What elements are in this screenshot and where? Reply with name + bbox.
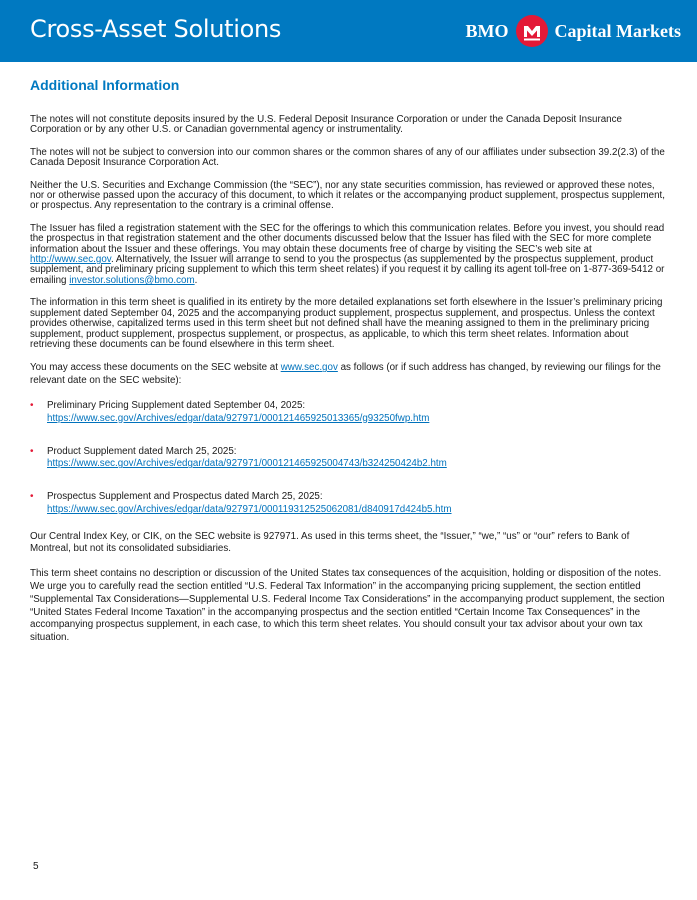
bullet-icon: • — [30, 491, 34, 503]
header-bar — [0, 0, 697, 62]
bmo-roundel-icon — [515, 14, 549, 48]
page-number: 5 — [33, 861, 39, 872]
list-item-prospectus-supplement — [30, 491, 666, 517]
sec-gov-link[interactable]: www.sec.gov — [280, 362, 338, 374]
brand-name-bmo: BMO — [465, 20, 509, 41]
document-link[interactable]: https://www.sec.gov/Archives/edgar/data/927971/000121465925013365/g93250fwp.htm — [47, 412, 430, 424]
email-link[interactable]: investor.solutions@bmo.com — [69, 274, 195, 286]
document-label: Preliminary Pricing Supplement dated September 04, 2025: — [47, 399, 306, 411]
access-text-2: as follows (or if such address has changed, by reviewing our filings for the relevant date on the SEC website): — [30, 362, 661, 387]
header-title: Cross-Asset Solutions — [30, 15, 282, 43]
bullet-icon: • — [30, 399, 34, 411]
brand-name-capital-markets: Capital Markets — [554, 20, 681, 41]
document-link[interactable]: https://www.sec.gov/Archives/edgar/data/927971/000119312525062081/d840917d424b5.htm — [47, 503, 452, 515]
paragraph-registration — [30, 224, 666, 286]
paragraph-qualification: The information in this term sheet is qualified in its entirety by the more detailed explanations set forth elsewhere in the Issuer’s preliminary pricing supplement dated September 04, 2025 and the accompanying product supplement, prospectus supplement, and prospectus. Unless the context provides otherwise, capitalized terms used in this term sheet but not defined shall have the meaning assigned to them in the preliminary pricing supplement, product supplement, prospectus supplement, or prospectus, as applicable, to which this term sheet relates. Information about retrieving these documents can be found elsewhere in this term sheet. — [30, 297, 663, 350]
brand-logo — [466, 14, 681, 48]
paragraph-tax: This term sheet contains no description or discussion of the United States tax consequences of the acquisition, holding or disposition of the notes. We urge you to carefully read the section entitled “U.S. Federal Tax Information” in the accompanying pricing supplement, the section entitled “Supplemental Tax Considerations—Supplemental U.S. Federal Income Tax Considerations” in the accompanying product supplement, the section “United States Federal Income Taxation” in the accompanying prospectus and the section entitled “Certain Income Tax Consequences” in the accompanying prospectus supplement, in each case, to which this term sheet relates. You should consult your tax advisor about your own tax situation. — [30, 568, 665, 644]
paragraph-conversion: The notes will not be subject to conversion into our common shares or the common shares of any of our affiliates under subsection 39.2(2.3) of the Canada Deposit Insurance Corporation Act. — [30, 146, 665, 169]
paragraph-fdic: The notes will not constitute deposits insured by the U.S. Federal Deposit Insurance Corporation or under the Canada Deposit Insurance Corporation or by any other U.S. or Canadian governmental agency or instrumentality. — [30, 114, 622, 136]
document-label: Prospectus Supplement and Prospectus dated March 25, 2025: — [47, 491, 323, 503]
document-label: Product Supplement dated March 25, 2025: — [47, 445, 237, 457]
main-content — [30, 77, 666, 657]
paragraph-cik: Our Central Index Key, or CIK, on the SEC website is 927971. As used in this terms sheet, the “Issuer,” “we,” “us” or “our” refers to Bank of Montreal, but not its consolidated subsidiaries. — [30, 530, 630, 555]
section-title: Additional Information — [30, 77, 180, 93]
paragraph-sec-approval: Neither the U.S. Securities and Exchange Commission (the “SEC”), nor any state securities commission, has reviewed or approved these notes, nor or otherwise passed upon the accuracy of this document, to which it relates or the accompanying product supplement, prospectus supplement, or prospectus. Any representation to the contrary is a criminal offense. — [30, 179, 665, 212]
list-item-product-supplement — [30, 446, 666, 472]
paragraph-access-documents — [30, 362, 666, 388]
sec-website-link[interactable]: http://www.sec.gov — [30, 254, 111, 266]
bullet-icon: • — [30, 445, 34, 457]
document-list — [30, 400, 666, 517]
list-item-preliminary-pricing-supplement — [30, 400, 666, 426]
registration-text-3: . — [194, 274, 198, 286]
document-link[interactable]: https://www.sec.gov/Archives/edgar/data/927971/000121465925004743/b324250424b2.htm — [47, 458, 447, 470]
registration-text-1: The Issuer has filed a registration statement with the SEC for the offerings to which this communication relates. Before you invest, you should read the prospectus in that registration statement and the other documents discussed below that the Issuer has filed with the SEC for more complete information about the Issuer and these offerings. You may obtain these documents free of charge by visiting the SEC’s web site at — [30, 222, 665, 255]
access-text-1: You may access these documents on the SEC website at — [30, 362, 281, 374]
registration-text-2: . Alternatively, the Issuer will arrange to send to you the prospectus (as supplemented by the prospectus supplement, product supplement, and preliminary pricing supplement to which this term sheet relates) if you request it by calling its agent toll-free on 1-877-369-5412 or emailing — [30, 254, 665, 286]
